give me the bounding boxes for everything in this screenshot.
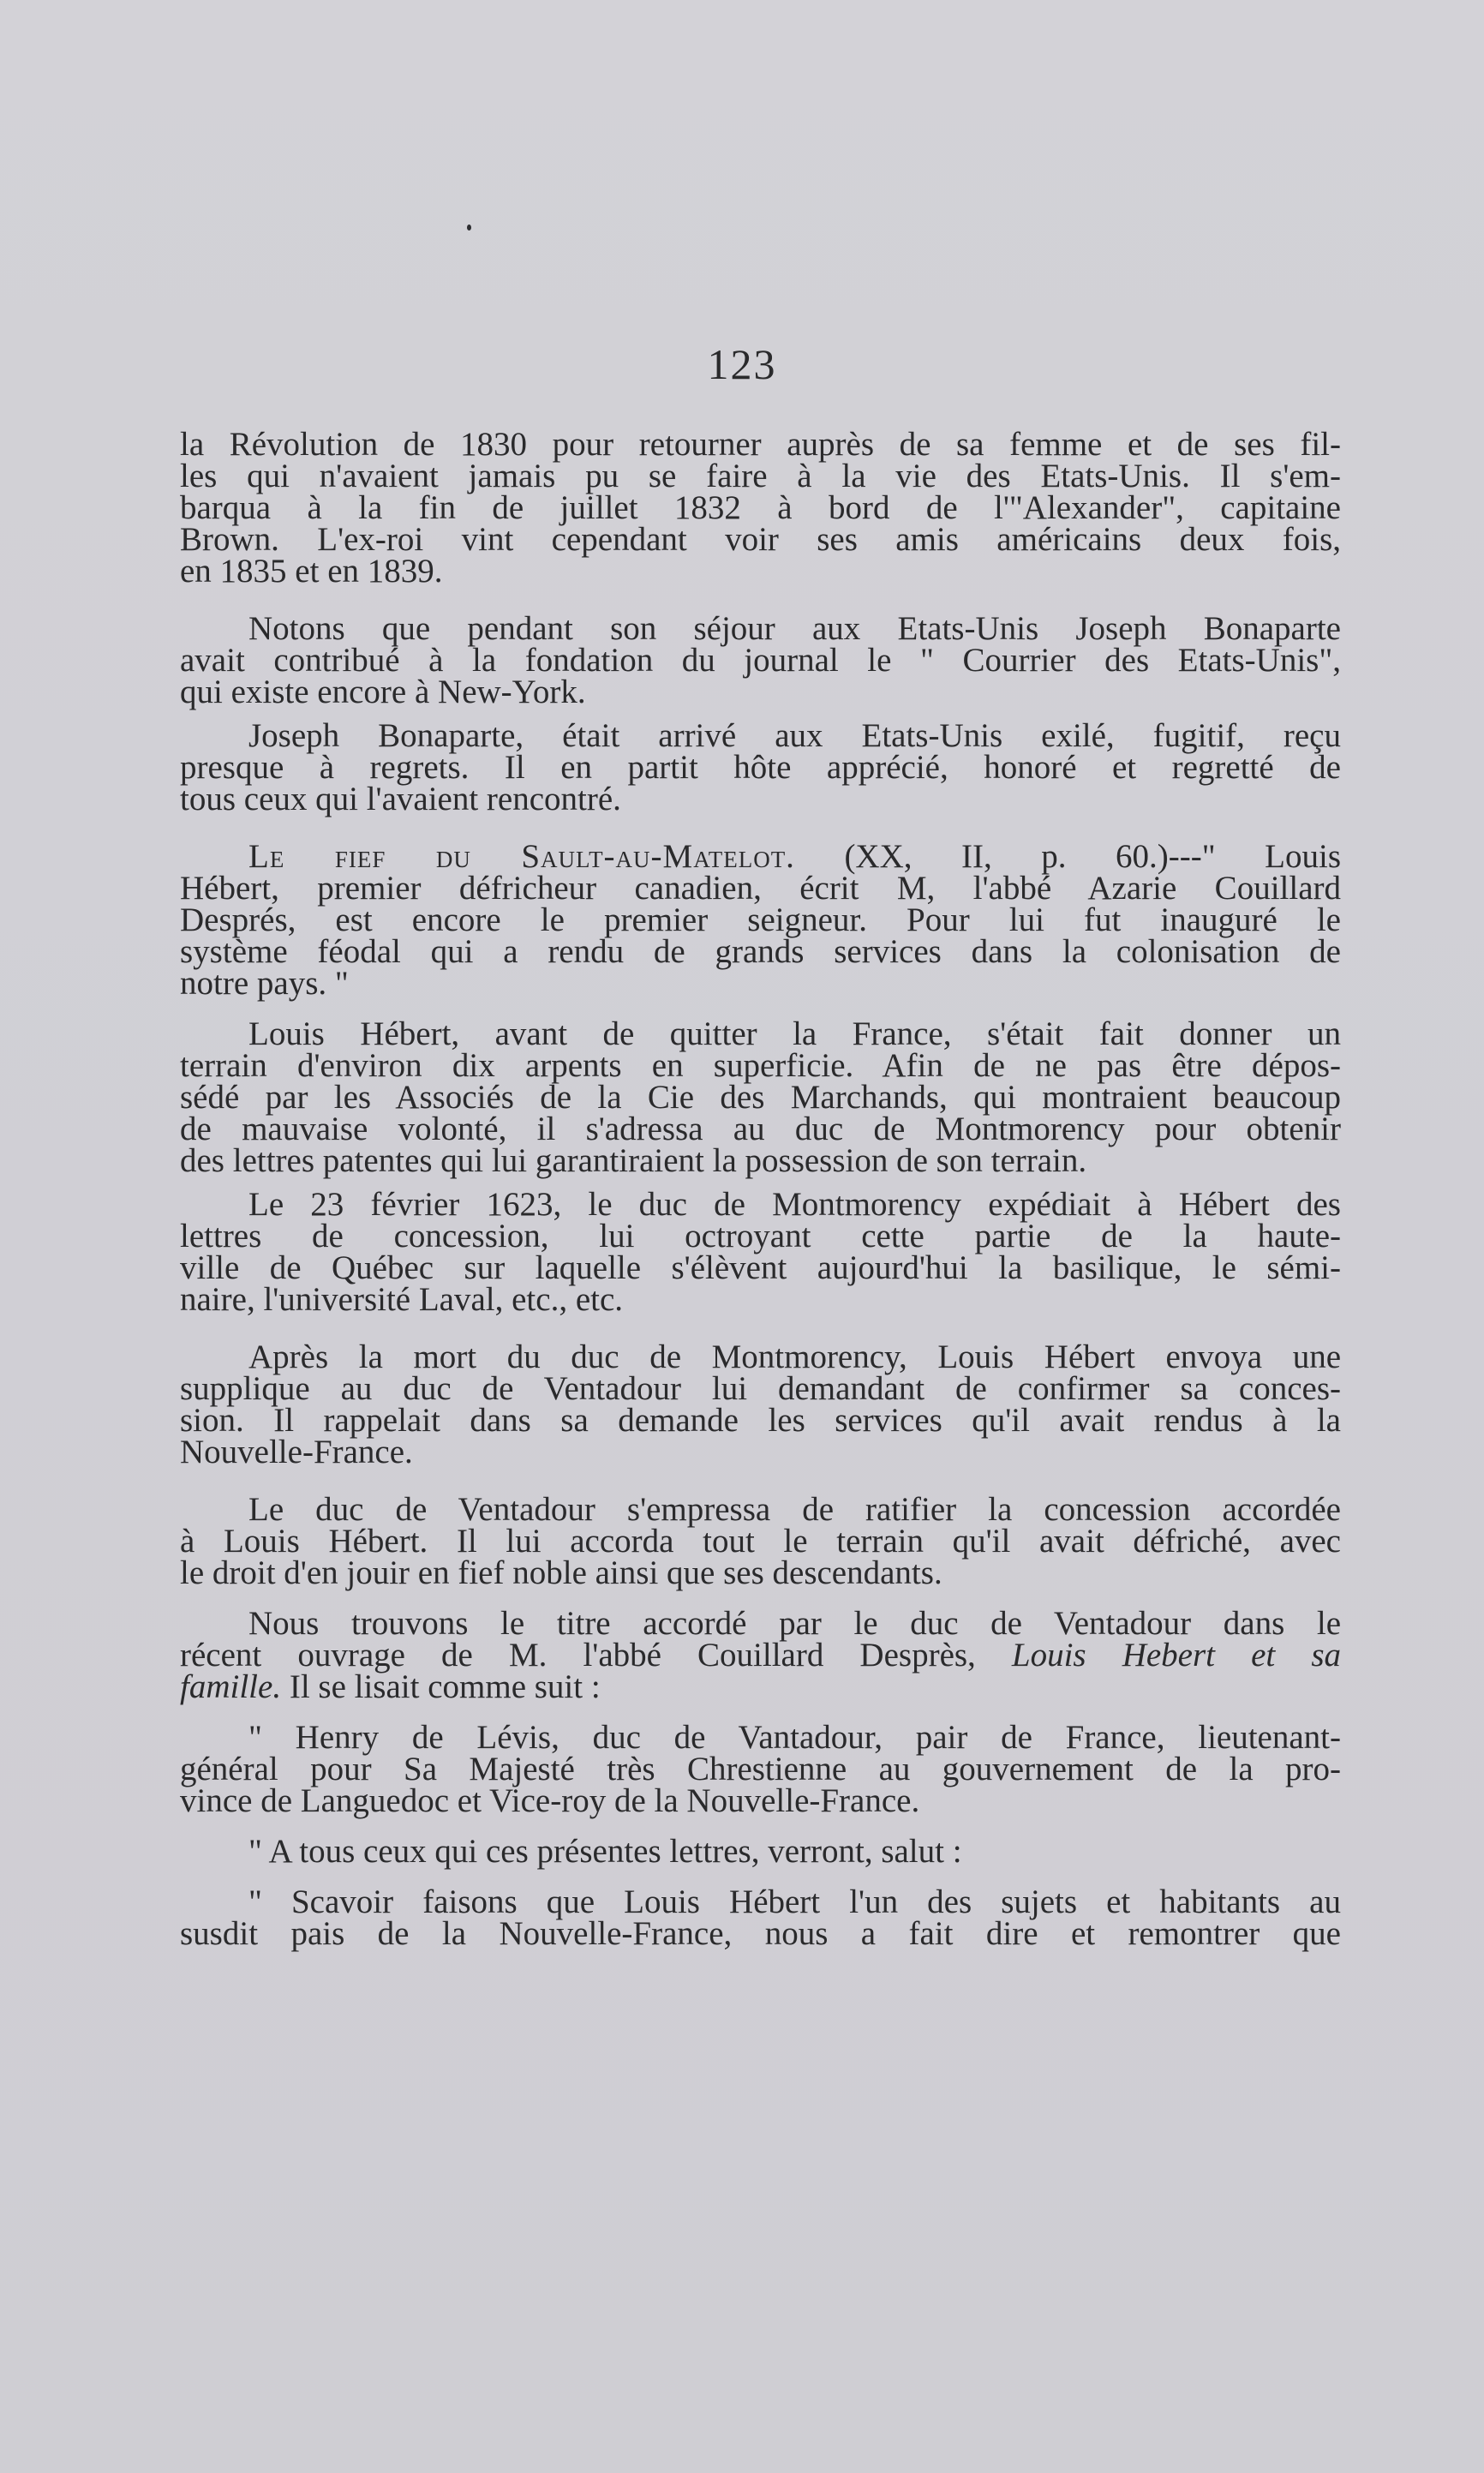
text-line: susdit pais de la Nouvelle-France, nous a fait dire et remontrer que [180,1915,1341,1952]
paragraph [180,717,1341,817]
text-line: Després, est encore le premier seigneur. Pour lui fut inauguré le [180,901,1341,938]
section-heading: Le fief du Sault-au-Matelot. [248,838,795,875]
paragraph [180,1491,1341,1591]
text-line: " Scavoir faisons que Louis Hébert l'un des sujets et habitants au [248,1883,1341,1920]
paragraph [180,1605,1341,1705]
text-line: vince de Languedoc et Vice-roy de la Nouvelle-France. [180,1782,920,1819]
text-line-tail: (XX, II, p. 60.)---" Louis [794,838,1341,875]
text-line: qui existe encore à New-York. [180,674,586,710]
text-line: la Révolution de 1830 pour retourner auprès de sa femme et de ses fil- [180,426,1341,463]
text-line: le droit d'en jouir en fief noble ainsi que ses descendants. [180,1554,942,1591]
text-line: supplique au duc de Ventadour lui demandant de confirmer sa conces- [180,1370,1341,1407]
text-line: sédé par les Associés de la Cie des Marchands, qui montraient beaucoup [180,1079,1341,1116]
text-line: naire, l'université Laval, etc., etc. [180,1281,624,1318]
book-title: Louis Hebert et sa [1011,1637,1341,1674]
text-line: les qui n'avaient jamais pu se faire à la vie des Etats-Unis. Il s'em- [180,458,1341,494]
body-text [180,426,1341,1952]
text-line: ville de Québec sur laquelle s'élèvent aujourd'hui la basilique, le sémi- [180,1249,1341,1286]
text-line: des lettres patentes qui lui garantiraient la possession de son terrain. [180,1142,1087,1179]
text-line: Brown. L'ex-roi vint cependant voir ses amis américains deux fois, [180,521,1341,558]
text-line: tous ceux qui l'avaient rencontré. [180,781,621,817]
text-line: Hébert, premier défricheur canadien, écrit M, l'abbé Azarie Couillard [180,870,1341,907]
page-number: 123 [707,340,777,388]
text-line [180,1668,1341,1705]
text-line: terrain d'environ dix arpents en superficie. Afin de ne pas être dépos- [180,1047,1341,1084]
text-line: Après la mort du duc de Montmorency, Louis Hébert envoya une [248,1338,1341,1375]
text-line: de mauvaise volonté, il s'adressa au duc de Montmorency pour obtenir [180,1111,1341,1147]
text-line: Nouvelle-France. [180,1434,413,1470]
paragraph [180,1015,1341,1179]
text-line: sion. Il rappelait dans sa demande les services qu'il avait rendus à la [180,1402,1341,1439]
text-line: général pour Sa Majesté très Chrestienne au gouvernement de la pro- [180,1751,1341,1787]
text-line: Louis Hébert, avant de quitter la France, s'était fait donner un [248,1015,1341,1052]
text-line: Nous trouvons le titre accordé par le duc de Ventadour dans le [248,1605,1341,1642]
paragraph [180,838,1341,1002]
text-line: en 1835 et en 1839. [180,553,443,590]
text-line: Joseph Bonaparte, était arrivé aux Etats-Unis exilé, fugitif, reçu [248,717,1341,754]
paragraph [180,610,1341,710]
text-line: barqua à la fin de juillet 1832 à bord de l'"Alexander", capitaine [180,489,1341,526]
paragraph [180,1883,1341,1952]
text-line: lettres de concession, lui octroyant cette partie de la haute- [180,1218,1341,1254]
ink-speck [467,225,471,231]
text-line-head: récent ouvrage de M. l'abbé Couillard Desprès, [180,1637,976,1674]
book-title-cont: famille. [180,1668,282,1705]
text-line: à Louis Hébert. Il lui accorda tout le terrain qu'il avait défriché, avec [180,1523,1341,1560]
text-line: Notons que pendant son séjour aux Etats-Unis Joseph Bonaparte [248,610,1341,647]
text-line: presque à regrets. Il en partit hôte apprécié, honoré et regretté de [180,749,1341,786]
paragraph [180,1186,1341,1318]
paragraph [180,426,1341,590]
text-line-tail: Il se lisait comme suit : [281,1668,601,1705]
text-line: Le 23 février 1623, le duc de Montmorency expédiait à Hébert des [248,1186,1341,1223]
paragraph [180,1338,1341,1470]
text-line: avait contribué à la fondation du journal le " Courrier des Etats-Unis", [180,642,1341,679]
text-line: " Henry de Lévis, duc de Vantadour, pair de France, lieutenant- [248,1719,1341,1756]
text-line: système féodal qui a rendu de grands services dans la colonisation de [180,933,1341,970]
text-line: Le duc de Ventadour s'empressa de ratifier la concession accordée [248,1491,1341,1528]
text-line: notre pays. " [180,965,349,1002]
text-line [180,838,1341,875]
paragraph [180,1719,1341,1819]
text-line: " A tous ceux qui ces présentes lettres, verront, salut : [248,1833,962,1870]
paragraph [180,1833,1341,1870]
text-line [180,1637,1341,1674]
